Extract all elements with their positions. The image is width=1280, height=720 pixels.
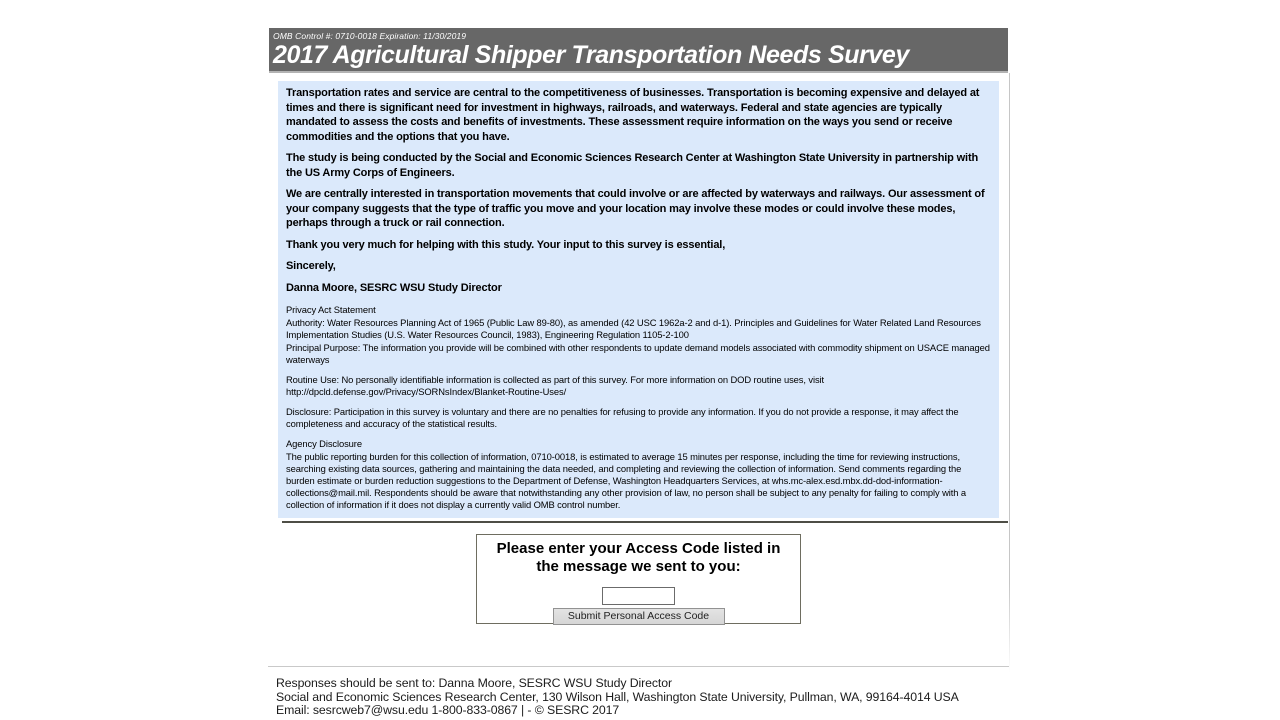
access-code-panel [476,534,801,624]
privacy-authority: Authority: Water Resources Planning Act of 1965 (Public Law 89-80), as amended (42 USC 1962a-2 and d-1). Principles and Guidelines for Water Related Land Resources Implementation Studies (U.S. Water Resources Council, 1983), Engineering Regulation 1105-2-100 [286,317,981,340]
omb-control-line: OMB Control #: 0710-0018 Expiration: 11/30/2019 [273,31,467,41]
thank-you-line: Thank you very much for helping with this study. Your input to this survey is essential, [286,238,726,251]
signature-line: Danna Moore, SESRC WSU Study Director [286,281,502,294]
footer-email-line: Email: sesrcweb7@wsu.edu 1-800-833-0867 | - © SESRC 2017 [276,703,620,717]
sincerely-line: Sincerely, [286,260,336,272]
section-divider-rule [282,521,1008,523]
submit-access-code-button[interactable]: Submit Personal Access Code [553,608,725,625]
access-code-input[interactable] [602,587,675,605]
content-column [268,28,1009,718]
intro-paragraph: Transportation rates and service are central to the competitiveness of businesses. Transportation is becoming expensive and delayed at times and there is significant need for investment in highways, railroads, and waterways. Federal and state agencies are typically mandated to assess the costs and benefits of investments. These assessment require information on the ways you send or receive commodities and the options that you have. [286,87,980,143]
access-code-heading: Please enter your Access Code listed in the message we sent to you: [496,540,781,575]
footer-responses-line: Responses should be sent to: Danna Moore, SESRC WSU Study Director [276,676,672,690]
page-right-border [1009,73,1010,673]
privacy-routine-use: Routine Use: No personally identifiable information is collected as part of this survey. For more information on DOD routine uses, visit http://dpcld.defense.gov/Privacy/SORNsIndex/Blanket-Routine-Uses/ [286,374,825,397]
agency-disclosure-text: The public reporting burden for this collection of information, 0710-0018, is estimated to average 15 minutes per response, including the time for reviewing instructions, searching existing data sources, gathering and maintaining the data needed, and completing and reviewing the collection of information. Send comments regarding the burden estimate or burden reduction suggestions to the Department of Defense, Washington Headquarters Services, at whs.mc-alex.esd.mbx.dd-dod-information-collections@mail.mil. Respondents should be aware that notwithstanding any other provision of law, no person shall be subject to any penalty for failing to comply with a collection of information if it does not display a currently valid OMB control number. [286,451,966,510]
footer-divider-rule [268,666,1009,667]
privacy-act-heading: Privacy Act Statement [286,304,376,315]
intro-paragraph: The study is being conducted by the Social and Economic Sciences Research Center at Washington State University in partnership with the US Army Corps of Engineers. [286,152,979,179]
footer-address-line: Social and Economic Sciences Research Center, 130 Wilson Hall, Washington State University, Pullman, WA, 99164-4014 USA [276,689,959,704]
privacy-disclosure: Disclosure: Participation in this survey is voluntary and there are no penalties for refusing to provide any information. If you do not provide a response, it may affect the completeness and accuracy of the statistical results. [286,406,959,429]
privacy-principal-purpose: Principal Purpose: The information you provide will be combined with other respondents to update demand models associated with commodity shipment on USACE managed waterways [286,342,990,365]
footer-contact-block [276,677,1009,718]
survey-header-bar [269,28,1008,73]
intro-paragraph: We are centrally interested in transportation movements that could involve or are affected by waterways and railways. Our assessment of your company suggests that the type of traffic you move and your location may involve these modes or could involve these modes, perhaps through a truck or rail connection. [286,188,985,229]
page-title: 2017 Agricultural Shipper Transportation Needs Survey [273,41,909,69]
agency-disclosure-heading: Agency Disclosure [286,438,362,449]
intro-info-panel [278,81,999,518]
